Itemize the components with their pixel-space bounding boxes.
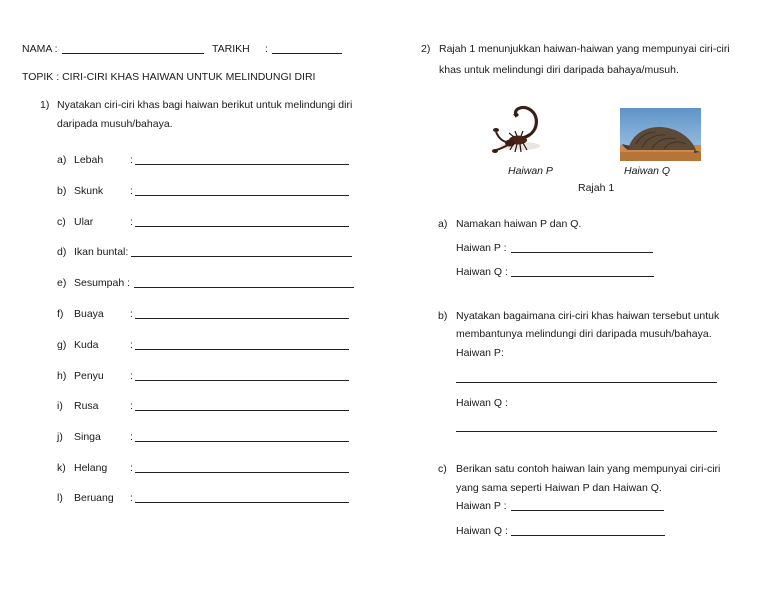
q1-number: 1) xyxy=(40,99,50,111)
q1-item-letter: d) xyxy=(57,246,67,258)
q2c-text-line1: Berikan satu contoh haiwan lain yang mempunyai ciri-ciri xyxy=(456,463,721,475)
caption-haiwan-p: Haiwan P xyxy=(508,165,553,177)
q2a-letter: a) xyxy=(438,218,448,230)
q1-item-colon: : xyxy=(130,154,133,166)
tarikh-label: TARIKH xyxy=(212,43,250,55)
q1-item-name: Ular xyxy=(74,216,94,228)
q1-instruction-line2: daripada musuh/bahaya. xyxy=(57,118,173,130)
q1-item-colon: : xyxy=(130,216,133,228)
q1-item-colon: : xyxy=(130,462,133,474)
topik-heading: TOPIK : CIRI-CIRI KHAS HAIWAN UNTUK MELINDUNGI DIRI xyxy=(22,71,316,83)
q1-answer-line[interactable] xyxy=(135,432,349,442)
q1-item-name: Buaya xyxy=(74,308,104,320)
q1-item-letter: a) xyxy=(57,154,67,166)
q1-item-name: Sesumpah : xyxy=(74,277,131,289)
q2c-haiwan-q-label: Haiwan Q : xyxy=(456,525,508,537)
q1-item-letter: h) xyxy=(57,370,67,382)
q1-item-letter: j) xyxy=(57,431,63,443)
q1-answer-line[interactable] xyxy=(135,340,349,350)
q1-answer-line[interactable] xyxy=(135,371,349,381)
q2a-haiwan-q-label: Haiwan Q : xyxy=(456,266,508,278)
q1-answer-line[interactable] xyxy=(134,278,354,288)
tarikh-answer-line[interactable] xyxy=(272,44,342,54)
q2c-letter: c) xyxy=(438,463,447,475)
q2c-haiwan-q-answer-line[interactable] xyxy=(511,526,665,536)
q1-item-letter: e) xyxy=(57,277,67,289)
q1-item-letter: f) xyxy=(57,308,64,320)
q1-item-colon: : xyxy=(130,185,133,197)
q1-item-name: Kuda xyxy=(74,339,99,351)
q2c-haiwan-p-label: Haiwan P : xyxy=(456,500,507,512)
q2-number: 2) xyxy=(421,43,431,55)
q1-item-colon: : xyxy=(130,308,133,320)
q2a-haiwan-p-label: Haiwan P : xyxy=(456,242,507,254)
q1-item-letter: c) xyxy=(57,216,66,228)
q2c-text-line2: yang sama seperti Haiwan P dan Haiwan Q. xyxy=(456,482,662,494)
q1-instruction-line1: Nyatakan ciri-ciri khas bagi haiwan berikut untuk melindungi diri xyxy=(57,99,353,111)
q2b-haiwan-p-label: Haiwan P: xyxy=(456,347,504,359)
q1-item-name: Lebah xyxy=(74,154,104,166)
nama-label: NAMA : xyxy=(22,43,58,55)
q1-answer-line[interactable] xyxy=(135,493,349,503)
caption-haiwan-q: Haiwan Q xyxy=(624,165,671,177)
q1-answer-line[interactable] xyxy=(131,247,352,257)
q2b-letter: b) xyxy=(438,310,448,322)
q1-item-colon: : xyxy=(130,370,133,382)
q1-item-name: Skunk xyxy=(74,185,104,197)
q1-item-name: Ikan buntal: xyxy=(74,246,129,258)
q1-answer-line[interactable] xyxy=(135,309,349,319)
q2b-haiwan-q-label: Haiwan Q : xyxy=(456,397,508,409)
q2a-haiwan-q-answer-line[interactable] xyxy=(511,267,654,277)
q1-item-letter: i) xyxy=(57,400,63,412)
q2a-haiwan-p-answer-line[interactable] xyxy=(511,243,653,253)
q1-item-colon: : xyxy=(130,431,133,443)
q2-intro-line2: khas untuk melindungi diri daripada bahaya/musuh. xyxy=(439,64,679,76)
q1-answer-line[interactable] xyxy=(135,155,349,165)
q2c-haiwan-p-answer-line[interactable] xyxy=(511,501,664,511)
q1-answer-line[interactable] xyxy=(135,401,349,411)
q1-item-letter: k) xyxy=(57,462,66,474)
q1-item-letter: b) xyxy=(57,185,67,197)
q2a-text: Namakan haiwan P dan Q. xyxy=(456,218,582,230)
q1-answer-line[interactable] xyxy=(135,463,349,473)
pangolin-picture xyxy=(620,108,701,161)
q1-item-name: Helang xyxy=(74,462,108,474)
q1-item-name: Penyu xyxy=(74,370,104,382)
q2b-haiwan-q-answer-line[interactable] xyxy=(456,422,717,432)
figure-label: Rajah 1 xyxy=(578,182,615,194)
q1-item-colon: : xyxy=(130,400,133,412)
q2-intro-line1: Rajah 1 menunjukkan haiwan-haiwan yang mempunyai ciri-ciri xyxy=(439,43,730,55)
q1-item-colon: : xyxy=(130,492,133,504)
q1-answer-line[interactable] xyxy=(135,186,349,196)
q2b-haiwan-p-answer-line[interactable] xyxy=(456,373,717,383)
q1-answer-line[interactable] xyxy=(135,217,349,227)
q1-item-colon: : xyxy=(130,339,133,351)
q1-item-name: Singa xyxy=(74,431,101,443)
tarikh-colon: : xyxy=(265,43,268,55)
nama-answer-line[interactable] xyxy=(62,44,204,54)
q1-item-letter: l) xyxy=(57,492,63,504)
q1-item-name: Beruang xyxy=(74,492,114,504)
q1-item-letter: g) xyxy=(57,339,67,351)
scorpion-picture xyxy=(492,98,548,156)
q1-item-name: Rusa xyxy=(74,400,99,412)
q2b-text-line1: Nyatakan bagaimana ciri-ciri khas haiwan tersebut untuk xyxy=(456,310,720,322)
q2b-text-line2: membantunya melindungi diri daripada musuh/bahaya. xyxy=(456,328,712,340)
